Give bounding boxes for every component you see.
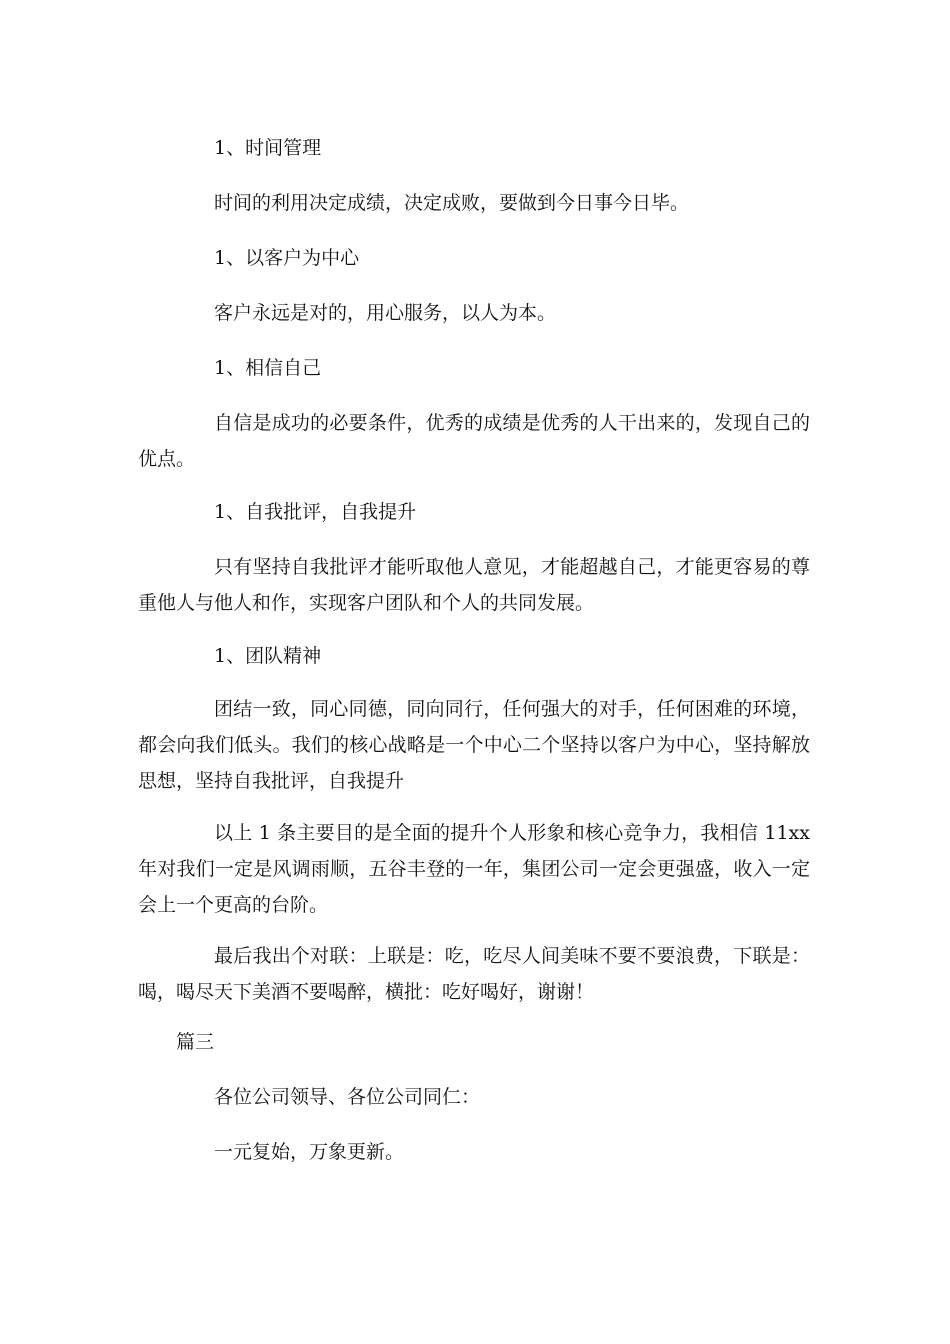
heading-self-belief: 1、相信自己 <box>214 357 322 379</box>
paragraph-self-belief: 自信是成功的必要条件，优秀的成绩是优秀的人干出来的，发现自己的优点。 <box>138 412 810 470</box>
heading-time-management: 1、时间管理 <box>214 137 322 159</box>
paragraph-time-management: 时间的利用决定成绩，决定成败，要做到今日事今日毕。 <box>214 192 690 214</box>
salutation: 各位公司领导、各位公司同仁： <box>214 1086 481 1108</box>
paragraph-couplet: 最后我出个对联：上联是：吃，吃尽人间美味不要不要浪费，下联是：喝，喝尽天下美酒不要喝醉，横批：吃好喝好，谢谢！ <box>138 945 810 1003</box>
section-heading-part-three: 篇三 <box>176 1031 215 1053</box>
paragraph-summary: 以上 1 条主要目的是全面的提升个人形象和核心竞争力，我相信 11xx 年对我们一定是风调雨顺，五谷丰登的一年，集团公司一定会更强盛，收入一定会上一个更高的台阶。 <box>138 822 810 916</box>
opening-line: 一元复始，万象更新。 <box>214 1141 405 1163</box>
heading-customer-center: 1、以客户为中心 <box>214 247 360 269</box>
paragraph-customer-center: 客户永远是对的，用心服务，以人为本。 <box>214 302 557 324</box>
paragraph-self-criticism: 只有坚持自我批评才能听取他人意见，才能超越自己，才能更容易的尊重他人与他人和作，实现客户团队和个人的共同发展。 <box>138 556 810 614</box>
paragraph-team-spirit: 团结一致，同心同德，同向同行，任何强大的对手，任何困难的环境，都会向我们低头。我们的核心战略是一个中心二个坚持以客户为中心，坚持解放思想，坚持自我批评，自我提升 <box>138 698 810 792</box>
heading-team-spirit: 1、团队精神 <box>214 645 322 667</box>
heading-self-criticism: 1、自我批评，自我提升 <box>214 501 417 523</box>
